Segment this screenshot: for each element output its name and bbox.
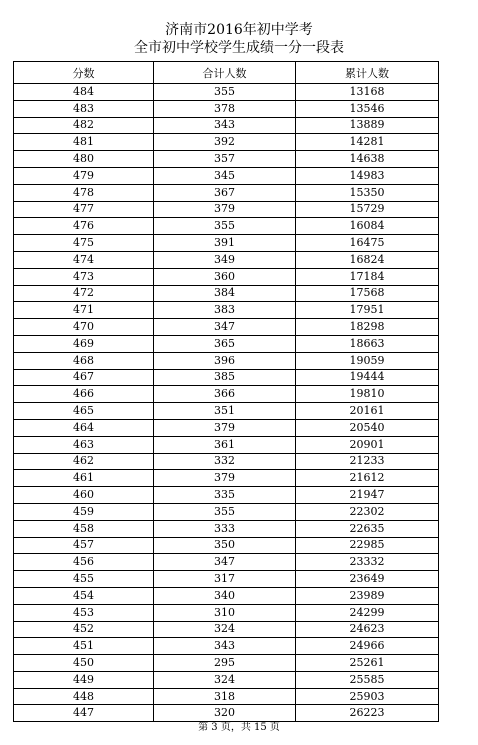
cell-score: 473 [14, 268, 154, 285]
column-header-score: 分数 [14, 62, 154, 84]
table-body [14, 84, 439, 722]
cell-count: 384 [154, 285, 296, 302]
cell-score: 454 [14, 587, 154, 604]
cell-cumulative: 16475 [296, 235, 439, 252]
cell-count: 357 [154, 151, 296, 168]
cell-cumulative: 24966 [296, 638, 439, 655]
cell-score: 456 [14, 554, 154, 571]
cell-score: 451 [14, 638, 154, 655]
table-row [14, 285, 439, 302]
cell-count: 355 [154, 503, 296, 520]
cell-score: 474 [14, 251, 154, 268]
cell-count: 365 [154, 335, 296, 352]
table-row [14, 520, 439, 537]
cell-score: 460 [14, 487, 154, 504]
cell-cumulative: 16084 [296, 218, 439, 235]
cell-count: 378 [154, 100, 296, 117]
cell-score: 479 [14, 167, 154, 184]
table-row [14, 604, 439, 621]
table-row [14, 453, 439, 470]
cell-score: 457 [14, 537, 154, 554]
cell-score: 477 [14, 201, 154, 218]
table-row [14, 671, 439, 688]
table-row [14, 335, 439, 352]
table-row [14, 268, 439, 285]
cell-count: 349 [154, 251, 296, 268]
table-row [14, 386, 439, 403]
cell-score: 466 [14, 386, 154, 403]
cell-score: 463 [14, 436, 154, 453]
cell-score: 453 [14, 604, 154, 621]
table-row [14, 503, 439, 520]
cell-count: 347 [154, 319, 296, 336]
cell-cumulative: 17951 [296, 302, 439, 319]
cell-cumulative: 19059 [296, 352, 439, 369]
table-row [14, 587, 439, 604]
cell-score: 461 [14, 470, 154, 487]
cell-count: 320 [154, 705, 296, 722]
cell-score: 472 [14, 285, 154, 302]
table-row [14, 470, 439, 487]
cell-score: 458 [14, 520, 154, 537]
cell-count: 333 [154, 520, 296, 537]
cell-count: 392 [154, 134, 296, 151]
table-row [14, 201, 439, 218]
cell-count: 345 [154, 167, 296, 184]
cell-cumulative: 23649 [296, 571, 439, 588]
cell-count: 379 [154, 201, 296, 218]
cell-cumulative: 13889 [296, 117, 439, 134]
cell-count: 350 [154, 537, 296, 554]
cell-cumulative: 20161 [296, 403, 439, 420]
table-row [14, 419, 439, 436]
table-row [14, 100, 439, 117]
cell-count: 295 [154, 655, 296, 672]
cell-count: 324 [154, 621, 296, 638]
cell-score: 471 [14, 302, 154, 319]
cell-cumulative: 18663 [296, 335, 439, 352]
cell-cumulative: 21233 [296, 453, 439, 470]
table-row [14, 403, 439, 420]
cell-count: 332 [154, 453, 296, 470]
cell-score: 455 [14, 571, 154, 588]
cell-count: 396 [154, 352, 296, 369]
cell-count: 343 [154, 117, 296, 134]
cell-cumulative: 20901 [296, 436, 439, 453]
cell-count: 379 [154, 419, 296, 436]
cell-count: 335 [154, 487, 296, 504]
cell-score: 459 [14, 503, 154, 520]
table-row [14, 369, 439, 386]
table-row [14, 554, 439, 571]
cell-count: 391 [154, 235, 296, 252]
cell-cumulative: 13546 [296, 100, 439, 117]
cell-score: 447 [14, 705, 154, 722]
cell-score: 469 [14, 335, 154, 352]
cell-score: 465 [14, 403, 154, 420]
cell-cumulative: 14983 [296, 167, 439, 184]
cell-cumulative: 21612 [296, 470, 439, 487]
cell-cumulative: 15729 [296, 201, 439, 218]
cell-score: 484 [14, 84, 154, 101]
cell-cumulative: 23989 [296, 587, 439, 604]
column-header-count: 合计人数 [154, 62, 296, 84]
cell-cumulative: 24299 [296, 604, 439, 621]
cell-score: 467 [14, 369, 154, 386]
cell-count: 360 [154, 268, 296, 285]
cell-count: 318 [154, 688, 296, 705]
cell-cumulative: 16824 [296, 251, 439, 268]
cell-score: 470 [14, 319, 154, 336]
table-row [14, 688, 439, 705]
table-row [14, 571, 439, 588]
cell-count: 324 [154, 671, 296, 688]
cell-cumulative: 14281 [296, 134, 439, 151]
table-row [14, 352, 439, 369]
cell-score: 475 [14, 235, 154, 252]
cell-cumulative: 18298 [296, 319, 439, 336]
cell-score: 449 [14, 671, 154, 688]
cell-score: 468 [14, 352, 154, 369]
table-row [14, 235, 439, 252]
cell-score: 476 [14, 218, 154, 235]
cell-score: 482 [14, 117, 154, 134]
cell-count: 361 [154, 436, 296, 453]
cell-score: 448 [14, 688, 154, 705]
cell-score: 450 [14, 655, 154, 672]
cell-cumulative: 17184 [296, 268, 439, 285]
table-row [14, 134, 439, 151]
cell-cumulative: 24623 [296, 621, 439, 638]
cell-score: 452 [14, 621, 154, 638]
cell-cumulative: 17568 [296, 285, 439, 302]
cell-cumulative: 19810 [296, 386, 439, 403]
cell-count: 351 [154, 403, 296, 420]
table-row [14, 655, 439, 672]
table-row [14, 302, 439, 319]
table-row [14, 537, 439, 554]
cell-cumulative: 26223 [296, 705, 439, 722]
cell-cumulative: 23332 [296, 554, 439, 571]
table-row [14, 621, 439, 638]
table-row [14, 487, 439, 504]
cell-score: 481 [14, 134, 154, 151]
table-header-row [14, 62, 439, 84]
cell-count: 383 [154, 302, 296, 319]
cell-count: 355 [154, 218, 296, 235]
cell-count: 340 [154, 587, 296, 604]
cell-cumulative: 25585 [296, 671, 439, 688]
cell-cumulative: 22302 [296, 503, 439, 520]
cell-cumulative: 25261 [296, 655, 439, 672]
cell-cumulative: 19444 [296, 369, 439, 386]
table-row [14, 705, 439, 722]
table-row [14, 218, 439, 235]
cell-cumulative: 15350 [296, 184, 439, 201]
table-row [14, 251, 439, 268]
cell-cumulative: 20540 [296, 419, 439, 436]
cell-count: 343 [154, 638, 296, 655]
cell-count: 367 [154, 184, 296, 201]
cell-score: 464 [14, 419, 154, 436]
table-row [14, 84, 439, 101]
cell-score: 462 [14, 453, 154, 470]
document-subtitle: 全市初中学校学生成绩一分一段表 [134, 40, 344, 56]
cell-count: 347 [154, 554, 296, 571]
cell-count: 355 [154, 84, 296, 101]
table-row [14, 436, 439, 453]
cell-count: 317 [154, 571, 296, 588]
table-row [14, 184, 439, 201]
cell-cumulative: 22985 [296, 537, 439, 554]
cell-count: 310 [154, 604, 296, 621]
table-row [14, 117, 439, 134]
table-row [14, 319, 439, 336]
cell-cumulative: 14638 [296, 151, 439, 168]
table-row [14, 167, 439, 184]
cell-cumulative: 25903 [296, 688, 439, 705]
document-title: 济南市2016年初中学考 [165, 22, 313, 38]
cell-cumulative: 21947 [296, 487, 439, 504]
cell-score: 478 [14, 184, 154, 201]
score-distribution-table [13, 61, 439, 722]
cell-cumulative: 22635 [296, 520, 439, 537]
cell-score: 483 [14, 100, 154, 117]
table-row [14, 638, 439, 655]
cell-cumulative: 13168 [296, 84, 439, 101]
cell-count: 379 [154, 470, 296, 487]
cell-count: 366 [154, 386, 296, 403]
cell-score: 480 [14, 151, 154, 168]
cell-count: 385 [154, 369, 296, 386]
column-header-cumulative: 累计人数 [296, 62, 439, 84]
page-footer: 第 3 页，共 15 页 [198, 722, 280, 733]
table-row [14, 151, 439, 168]
